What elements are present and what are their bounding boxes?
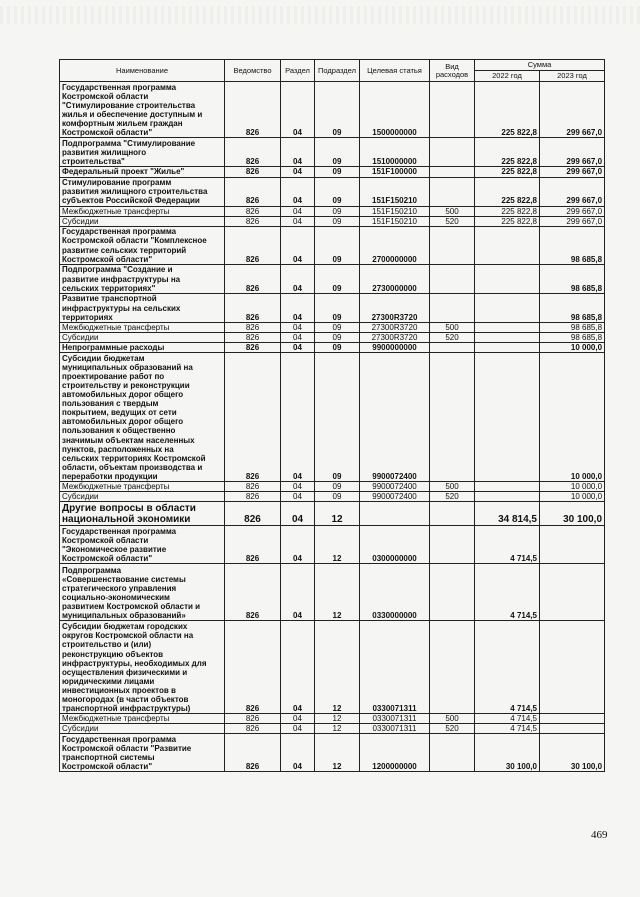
cell-sum-2023: 98 685,8 [540, 332, 605, 342]
cell-sum-2022: 225 822,8 [475, 206, 540, 216]
cell-exptype [430, 226, 475, 264]
table-row [60, 502, 605, 526]
cell-name: Межбюджетные трансферты [60, 322, 225, 332]
cell-target: 0330071311 [360, 724, 430, 734]
cell-section: 04 [281, 226, 315, 264]
cell-exptype: 520 [430, 216, 475, 226]
cell-subsection: 09 [315, 177, 360, 206]
cell-subsection: 09 [315, 352, 360, 481]
cell-exptype [430, 167, 475, 177]
cell-name: Субсидии [60, 216, 225, 226]
cell-dept: 826 [225, 564, 281, 621]
cell-sum-2022: 225 822,8 [475, 82, 540, 138]
cell-sum-2023 [540, 526, 605, 564]
table-header [60, 60, 605, 82]
header-target: Целевая статья [360, 60, 430, 82]
cell-target: 27300R3720 [360, 332, 430, 342]
cell-subsection: 12 [315, 734, 360, 772]
cell-section: 04 [281, 502, 315, 526]
cell-sum-2022 [475, 264, 540, 293]
cell-subsection: 09 [315, 322, 360, 332]
cell-section: 04 [281, 492, 315, 502]
cell-name: Федеральный проект "Жилье" [60, 167, 225, 177]
cell-section: 04 [281, 526, 315, 564]
cell-name: Государственная программа Костромской области "Развитие транспортной системы Костромской области" [60, 734, 225, 772]
table-row [60, 492, 605, 502]
cell-sum-2023: 10 000,0 [540, 342, 605, 352]
cell-name: Подпрограмма "Стимулирование развития жилищного строительства" [60, 138, 225, 167]
table-row [60, 332, 605, 342]
cell-name: Подпрограмма «Совершенствование системы стратегического управления социально-экономическим развитием Костромской области и муниципальных образований» [60, 564, 225, 621]
cell-target: 151F150210 [360, 177, 430, 206]
cell-dept: 826 [225, 138, 281, 167]
cell-sum-2023: 299 667,0 [540, 206, 605, 216]
cell-subsection: 09 [315, 82, 360, 138]
cell-exptype [430, 138, 475, 167]
cell-dept: 826 [225, 734, 281, 772]
table-row [60, 564, 605, 621]
cell-dept: 826 [225, 177, 281, 206]
table-row [60, 322, 605, 332]
table-row [60, 724, 605, 734]
cell-subsection: 09 [315, 492, 360, 502]
cell-dept: 826 [225, 724, 281, 734]
cell-sum-2022 [475, 481, 540, 491]
cell-subsection: 12 [315, 564, 360, 621]
cell-sum-2022 [475, 352, 540, 481]
cell-exptype [430, 293, 475, 322]
cell-name: Подпрограмма "Создание и развитие инфраструктуры на сельских территориях" [60, 264, 225, 293]
cell-exptype [430, 82, 475, 138]
cell-section: 04 [281, 342, 315, 352]
cell-target: 9900072400 [360, 492, 430, 502]
cell-dept: 826 [225, 526, 281, 564]
header-subsection: Подраздел [315, 60, 360, 82]
cell-subsection: 09 [315, 206, 360, 216]
cell-subsection: 12 [315, 621, 360, 714]
cell-target: 0330071311 [360, 621, 430, 714]
cell-target: 151F150210 [360, 206, 430, 216]
cell-name: Субсидии [60, 492, 225, 502]
cell-sum-2023: 299 667,0 [540, 82, 605, 138]
table-row [60, 714, 605, 724]
cell-section: 04 [281, 564, 315, 621]
cell-exptype [430, 734, 475, 772]
cell-name: Субсидии [60, 724, 225, 734]
cell-exptype [430, 342, 475, 352]
cell-target: 9900072400 [360, 481, 430, 491]
cell-sum-2023 [540, 621, 605, 714]
cell-sum-2022: 225 822,8 [475, 177, 540, 206]
table-row [60, 526, 605, 564]
cell-target: 151F150210 [360, 216, 430, 226]
cell-dept: 826 [225, 352, 281, 481]
cell-target: 151F100000 [360, 167, 430, 177]
cell-dept: 826 [225, 226, 281, 264]
cell-sum-2022: 4 714,5 [475, 564, 540, 621]
cell-target: 2730000000 [360, 264, 430, 293]
table-row [60, 293, 605, 322]
table-row [60, 216, 605, 226]
cell-section: 04 [281, 206, 315, 216]
cell-dept: 826 [225, 621, 281, 714]
cell-subsection: 12 [315, 526, 360, 564]
cell-section: 04 [281, 264, 315, 293]
page-number: 469 [591, 829, 608, 841]
cell-exptype: 520 [430, 724, 475, 734]
cell-sum-2022: 225 822,8 [475, 167, 540, 177]
cell-exptype [430, 352, 475, 481]
cell-exptype [430, 526, 475, 564]
cell-name: Развитие транспортной инфраструктуры на сельских территориях [60, 293, 225, 322]
cell-name: Субсидии бюджетам муниципальных образований на проектирование работ по строительству и реконструкции автомобильных дорог общего пользования с твердым покрытием, ведущих от сети автомобильных дорог общего пользования к общественно значимым объектам населенных пунктов, расположенных на сельских территориях Костромской области, объектам производства и переработки продукции [60, 352, 225, 481]
cell-target: 1200000000 [360, 734, 430, 772]
cell-section: 04 [281, 734, 315, 772]
cell-sum-2022 [475, 342, 540, 352]
cell-target: 1500000000 [360, 82, 430, 138]
table-row [60, 621, 605, 714]
cell-sum-2023: 98 685,8 [540, 264, 605, 293]
cell-sum-2022: 4 714,5 [475, 724, 540, 734]
table-row [60, 264, 605, 293]
cell-sum-2022: 30 100,0 [475, 734, 540, 772]
table-row [60, 82, 605, 138]
cell-sum-2023: 30 100,0 [540, 502, 605, 526]
cell-sum-2023: 299 667,0 [540, 167, 605, 177]
cell-dept: 826 [225, 481, 281, 491]
table-row [60, 167, 605, 177]
cell-section: 04 [281, 352, 315, 481]
cell-section: 04 [281, 332, 315, 342]
cell-sum-2022 [475, 293, 540, 322]
cell-section: 04 [281, 481, 315, 491]
cell-target: 0330000000 [360, 564, 430, 621]
header-year-2022: 2022 год [475, 71, 540, 82]
cell-sum-2023: 98 685,8 [540, 226, 605, 264]
cell-section: 04 [281, 138, 315, 167]
header-dept: Ведомство [225, 60, 281, 82]
cell-exptype [430, 264, 475, 293]
cell-target [360, 502, 430, 526]
cell-name: Государственная программа Костромской области "Стимулирование строительства жилья и обеспечение доступным и комфортным жильем граждан Костромской области" [60, 82, 225, 138]
cell-target: 27300R3720 [360, 293, 430, 322]
cell-subsection: 09 [315, 264, 360, 293]
cell-sum-2023: 10 000,0 [540, 481, 605, 491]
cell-section: 04 [281, 293, 315, 322]
cell-sum-2022 [475, 492, 540, 502]
cell-name: Субсидии бюджетам городских округов Костромской области на строительство и (или) реконструкцию объектов инфраструктуры, необходимых для осуществления физическими и юридическими лицами инвестиционных проектов в моногородах (в части объектов транспортной инфраструктуры) [60, 621, 225, 714]
table-row [60, 342, 605, 352]
table-row [60, 226, 605, 264]
cell-subsection: 09 [315, 293, 360, 322]
cell-dept: 826 [225, 264, 281, 293]
budget-table [59, 59, 605, 772]
cell-dept: 826 [225, 342, 281, 352]
cell-subsection: 12 [315, 714, 360, 724]
cell-sum-2022: 225 822,8 [475, 138, 540, 167]
cell-target: 0300000000 [360, 526, 430, 564]
header-name: Наименование [60, 60, 225, 82]
cell-dept: 826 [225, 492, 281, 502]
cell-section: 04 [281, 714, 315, 724]
cell-sum-2022: 4 714,5 [475, 526, 540, 564]
cell-target: 9900000000 [360, 342, 430, 352]
cell-section: 04 [281, 621, 315, 714]
cell-section: 04 [281, 177, 315, 206]
cell-target: 27300R3720 [360, 322, 430, 332]
cell-sum-2022: 4 714,5 [475, 621, 540, 714]
cell-dept: 826 [225, 502, 281, 526]
table-row [60, 177, 605, 206]
cell-name: Межбюджетные трансферты [60, 206, 225, 216]
cell-subsection: 09 [315, 342, 360, 352]
cell-dept: 826 [225, 322, 281, 332]
cell-exptype: 500 [430, 322, 475, 332]
cell-name: Стимулирование программ развития жилищного строительства субъектов Российской Федерации [60, 177, 225, 206]
cell-dept: 826 [225, 206, 281, 216]
cell-sum-2022 [475, 332, 540, 342]
cell-subsection: 09 [315, 216, 360, 226]
cell-sum-2023 [540, 714, 605, 724]
cell-sum-2022: 34 814,5 [475, 502, 540, 526]
cell-sum-2022: 225 822,8 [475, 216, 540, 226]
scan-noise-strip [0, 6, 640, 24]
cell-sum-2022 [475, 322, 540, 332]
cell-section: 04 [281, 216, 315, 226]
table-row [60, 206, 605, 216]
cell-subsection: 09 [315, 167, 360, 177]
cell-name: Непрограммные расходы [60, 342, 225, 352]
cell-exptype [430, 621, 475, 714]
cell-section: 04 [281, 167, 315, 177]
cell-name: Государственная программа Костромской области "Комплексное развитие сельских территорий Костромской области" [60, 226, 225, 264]
cell-sum-2023: 299 667,0 [540, 216, 605, 226]
table-body [60, 82, 605, 772]
cell-sum-2023: 10 000,0 [540, 352, 605, 481]
cell-sum-2023: 299 667,0 [540, 177, 605, 206]
cell-section: 04 [281, 724, 315, 734]
cell-dept: 826 [225, 332, 281, 342]
cell-sum-2023: 98 685,8 [540, 293, 605, 322]
cell-sum-2023: 10 000,0 [540, 492, 605, 502]
cell-name: Другие вопросы в области национальной экономики [60, 502, 225, 526]
table-row [60, 138, 605, 167]
table-row [60, 481, 605, 491]
cell-sum-2023 [540, 724, 605, 734]
cell-subsection: 09 [315, 226, 360, 264]
cell-section: 04 [281, 322, 315, 332]
cell-sum-2023: 98 685,8 [540, 322, 605, 332]
cell-subsection: 09 [315, 332, 360, 342]
table-row [60, 734, 605, 772]
table-row [60, 352, 605, 481]
cell-name: Межбюджетные трансферты [60, 481, 225, 491]
cell-section: 04 [281, 82, 315, 138]
cell-target: 2700000000 [360, 226, 430, 264]
header-exptype: Вид расходов [430, 60, 475, 82]
header-year-2023: 2023 год [540, 71, 605, 82]
cell-dept: 826 [225, 714, 281, 724]
cell-subsection: 12 [315, 724, 360, 734]
cell-exptype: 500 [430, 481, 475, 491]
cell-subsection: 09 [315, 481, 360, 491]
cell-target: 1510000000 [360, 138, 430, 167]
header-section: Раздел [281, 60, 315, 82]
cell-target: 0330071311 [360, 714, 430, 724]
cell-sum-2022: 4 714,5 [475, 714, 540, 724]
cell-sum-2023 [540, 564, 605, 621]
cell-exptype [430, 564, 475, 621]
cell-name: Межбюджетные трансферты [60, 714, 225, 724]
cell-exptype: 520 [430, 332, 475, 342]
cell-exptype: 500 [430, 206, 475, 216]
cell-exptype: 520 [430, 492, 475, 502]
cell-sum-2023: 30 100,0 [540, 734, 605, 772]
cell-target: 9900072400 [360, 352, 430, 481]
cell-exptype: 500 [430, 714, 475, 724]
cell-name: Государственная программа Костромской области "Экономическое развитие Костромской области" [60, 526, 225, 564]
cell-subsection: 09 [315, 138, 360, 167]
cell-dept: 826 [225, 216, 281, 226]
header-sum: Сумма [475, 60, 605, 71]
cell-exptype [430, 502, 475, 526]
cell-dept: 826 [225, 82, 281, 138]
cell-dept: 826 [225, 167, 281, 177]
cell-sum-2023: 299 667,0 [540, 138, 605, 167]
cell-dept: 826 [225, 293, 281, 322]
cell-sum-2022 [475, 226, 540, 264]
cell-name: Субсидии [60, 332, 225, 342]
cell-subsection: 12 [315, 502, 360, 526]
cell-exptype [430, 177, 475, 206]
